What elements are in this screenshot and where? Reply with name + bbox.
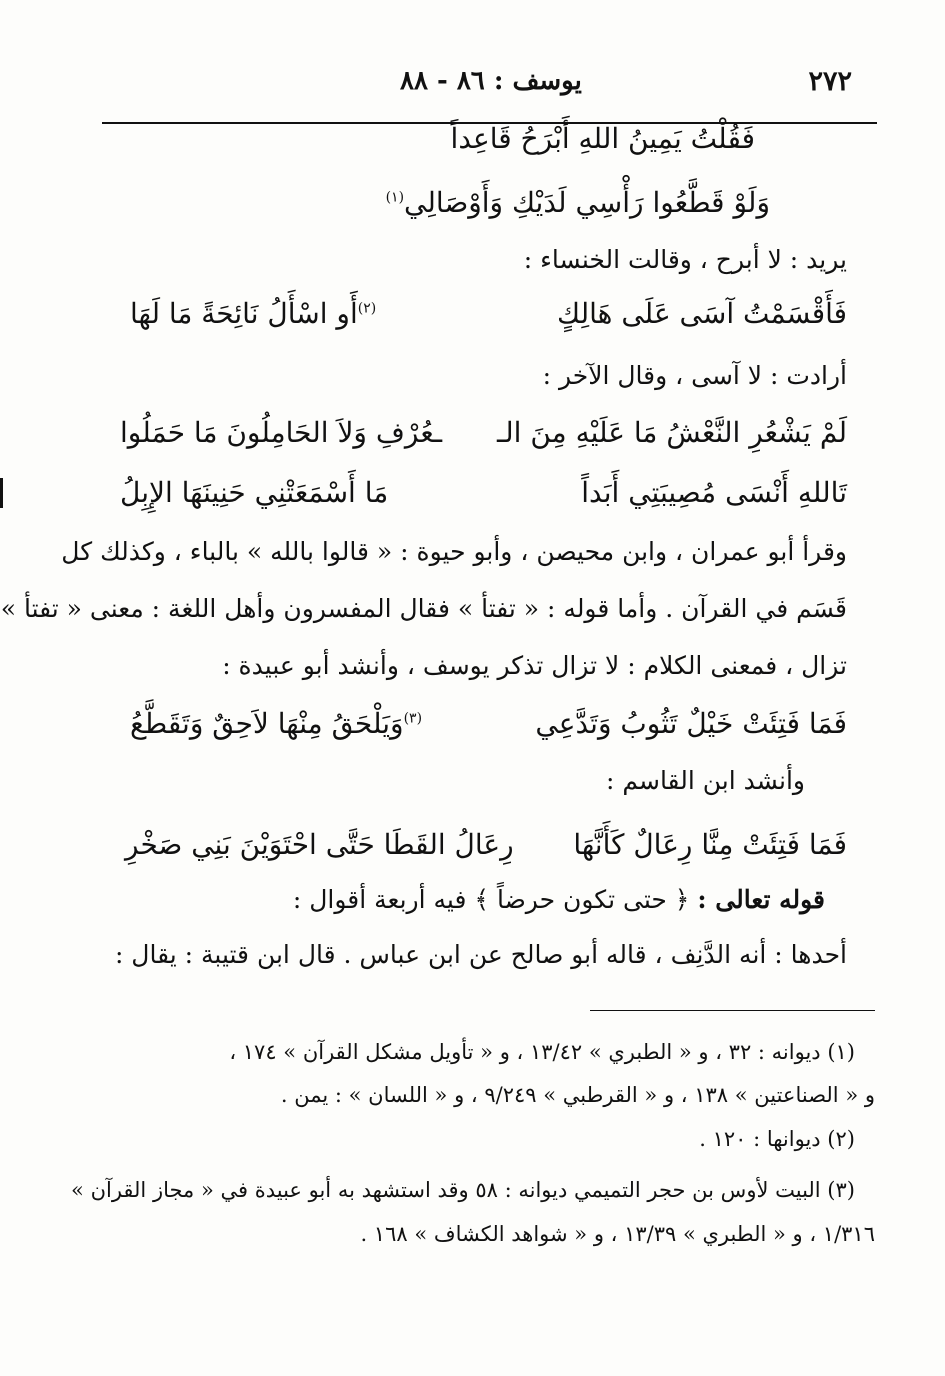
- footnote-1a: [229, 1040, 855, 1064]
- hemistich-left: أَو اسْأَلُ نَائِحَةً مَا لَهَا: [130, 297, 358, 330]
- prose-text: يريد : لا أبرح ، وقالت الخنساء :: [523, 245, 847, 274]
- verse-line-4: [130, 297, 847, 341]
- verse-line-1: [451, 122, 755, 155]
- verse-line-13: [125, 828, 847, 872]
- hemistich-left: مَا أَسْمَعَتْنِي حَنِينَهَا الإِبِلُ: [120, 476, 389, 509]
- prose-line-14: [293, 885, 825, 914]
- page-header: [100, 66, 880, 106]
- prose-text: وقرأ أبو عمران ، وابن محيصن ، وأبو حيوة : « قالوا بالله » بالباء ، وكذلك كل: [61, 537, 847, 566]
- prose-line-10: [222, 651, 847, 680]
- hemistich-right: فَمَا فَتِئَتْ مِنَّا رِعَالٌ كَأَنَّهَا: [573, 828, 847, 861]
- verse-line-11: [130, 707, 847, 751]
- verse-line-7: [120, 476, 847, 520]
- footnote-rule: [590, 1010, 875, 1011]
- prose-line-9: [1, 594, 847, 623]
- footnote-text: (١) ديوانه : ٣٢ ، و « الطبري » ١٣/٤٢ ، و « تأويل مشكل القرآن » ١٧٤ ،: [229, 1040, 855, 1064]
- hemistich-left: رِعَالُ القَطَا حَتَّى احْتَوَيْنَ بَنِي صَخْرِ: [125, 828, 514, 861]
- verse-text: فَقُلْتُ يَمِينُ اللهِ أَبْرَحُ قَاعِداً: [450, 122, 755, 155]
- footnote-marker: (١): [385, 189, 405, 206]
- prose-text: أحدها : أنه الدَّنِف ، قاله أبو صالح عن ابن عباس . قال ابن قتيبة : يقال :: [114, 940, 847, 969]
- prose-text: قَسَم في القرآن . وأما قوله : « تفتأ » فقال المفسرون وأهل اللغة : معنى « تفتأ »: [0, 594, 847, 623]
- footnote-text: و « الصناعتين » ١٣٨ ، و « القرطبي » ٩/٢٤٩ ، و « اللسان » : يمن .: [280, 1083, 875, 1107]
- hemistich-left: ـعُرْفِ وَلاَ الحَامِلُونَ مَا حَمَلُوا: [120, 416, 443, 449]
- surah-range: يوسف : ٨٦ - ٨٨: [400, 66, 582, 96]
- prose-line-12: [606, 766, 805, 795]
- prose-line-3: [524, 245, 847, 274]
- page-number: ٢٧٢: [808, 66, 852, 97]
- footnote-text: (٢) ديوانها : ١٢٠ .: [699, 1127, 855, 1151]
- verse-text: وَلَوْ قَطَّعُوا رَأْسِي لَدَيْكِ وَأَوْصَالِي: [404, 186, 770, 219]
- prose-text: أرادت : لا آسى ، وقال الآخر :: [542, 361, 847, 390]
- footnote-3b: [360, 1222, 875, 1246]
- hemistich-right: تَاللهِ أَنْسَى مُصِيبَتِي أَبَداً: [581, 476, 847, 509]
- prose-line-5: [543, 361, 847, 390]
- prose-line-15: [115, 940, 847, 969]
- hemistich-right: لَمْ يَشْعُرِ النَّعْشُ مَا عَلَيْهِ مِنَ الـ: [496, 416, 847, 449]
- footnote-text: ١/٣١٦ ، و « الطبري » ١٣/٣٩ ، و « شواهد الكشاف » ١٦٨ .: [360, 1222, 875, 1246]
- footnote-3a: [71, 1178, 855, 1202]
- verse-line-6: [120, 416, 847, 460]
- footnote-marker: (٢): [357, 300, 377, 317]
- prose-text: وأنشد ابن القاسم :: [605, 766, 805, 795]
- footnote-marker: (٣): [403, 710, 423, 727]
- verse-reference-heading: قوله تعالى :: [697, 885, 825, 914]
- prose-text: ﴿ حتى تكون حرضاً ﴾ فيه أربعة أقوال :: [292, 885, 690, 914]
- hemistich-right: فَمَا فَتِئَتْ خَيْلٌ تَثُوبُ وَتَدَّعِي: [535, 707, 847, 740]
- prose-line-8: [61, 537, 847, 566]
- footnote-text: (٣) البيت لأوس بن حجر التميمي ديوانه : ٥٨ وقد استشهد به أبو عبيدة في « مجاز القرآن »: [71, 1178, 855, 1202]
- footnote-1b: [281, 1083, 875, 1107]
- prose-text: تزال ، فمعنى الكلام : لا تزال تذكر يوسف ، وأنشد أبو عبيدة :: [222, 651, 847, 680]
- hemistich-right: فَأَقْسَمْتُ آسَى عَلَى هَالِكٍ: [557, 297, 847, 330]
- footnote-2: [699, 1127, 855, 1151]
- binding-edge-mark: [0, 478, 3, 508]
- hemistich-left: وَيَلْحَقُ مِنْهَا لاَحِقٌ وَتَقَطَّعُ: [130, 707, 404, 740]
- verse-line-2: [386, 186, 770, 219]
